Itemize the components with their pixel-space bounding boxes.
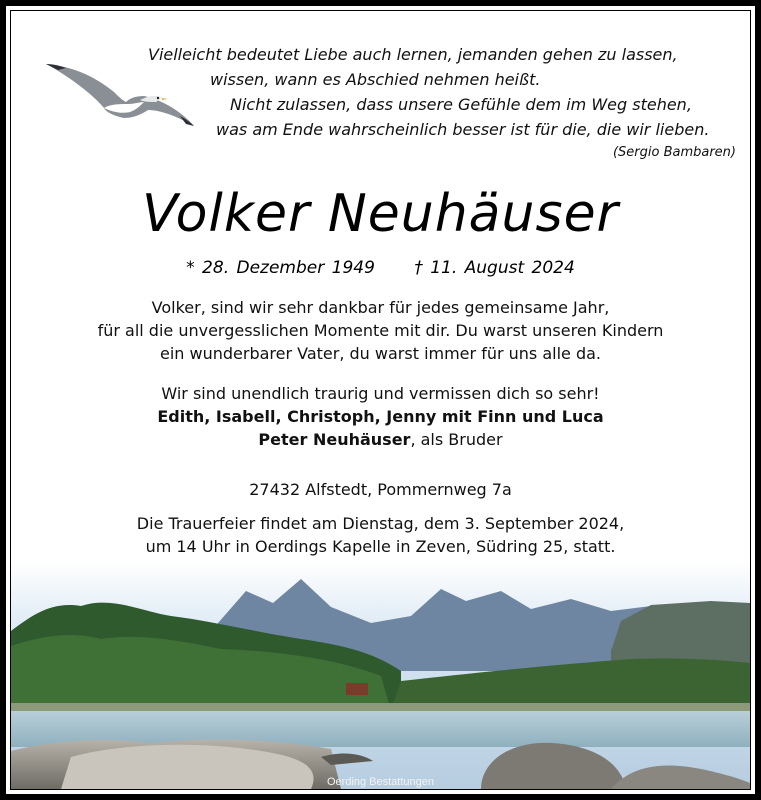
message-line-1: Volker, sind wir sehr dankbar für jedes gemeinsame Jahr,: [151, 298, 610, 317]
landscape-photo: [11, 561, 750, 789]
birth-date: * 28. Dezember 1949: [186, 258, 375, 278]
brother-role: , als Bruder: [410, 430, 503, 449]
poem-author: (Sergio Bambaren): [612, 145, 736, 160]
deceased-name: Volker Neuhäuser: [142, 184, 619, 244]
mourners-block: [6, 382, 755, 451]
family-names: Edith, Isabell, Christoph, Jenny mit Finn und Luca: [157, 407, 604, 426]
message-line-3: ein wunderbarer Vater, du warst immer für uns alle da.: [159, 344, 601, 363]
funeral-home-credit: Oerding Bestattungen: [326, 776, 435, 788]
life-dates: [6, 258, 755, 278]
service-line-2: um 14 Uhr in Oerdings Kapelle in Zeven, Südring 25, statt.: [145, 537, 616, 556]
brother-line: [6, 428, 755, 451]
poem-line-2: wissen, wann es Abschied nehmen heißt.: [210, 70, 541, 89]
brother-name: Peter Neuhäuser: [258, 430, 411, 449]
service-line-1: Die Trauerfeier findet am Dienstag, dem 3. September 2024,: [136, 514, 625, 533]
farewell-message: [6, 296, 755, 365]
poem-line-3: Nicht zulassen, dass unsere Gefühle dem im Weg stehen,: [230, 95, 692, 114]
message-line-2: für all die unvergesslichen Momente mit dir. Du warst unseren Kindern: [97, 321, 664, 340]
grief-line: Wir sind unendlich traurig und vermissen dich so sehr!: [161, 384, 600, 403]
poem-quote: [136, 42, 746, 164]
death-date: † 11. August 2024: [414, 258, 575, 278]
address: 27432 Alfstedt, Pommernweg 7a: [249, 480, 512, 499]
poem-line-4: was am Ende wahrscheinlich besser ist für die, die wir lieben.: [216, 120, 710, 139]
poem-line-1: Vielleicht bedeutet Liebe auch lernen, jemanden gehen zu lassen,: [148, 45, 678, 64]
